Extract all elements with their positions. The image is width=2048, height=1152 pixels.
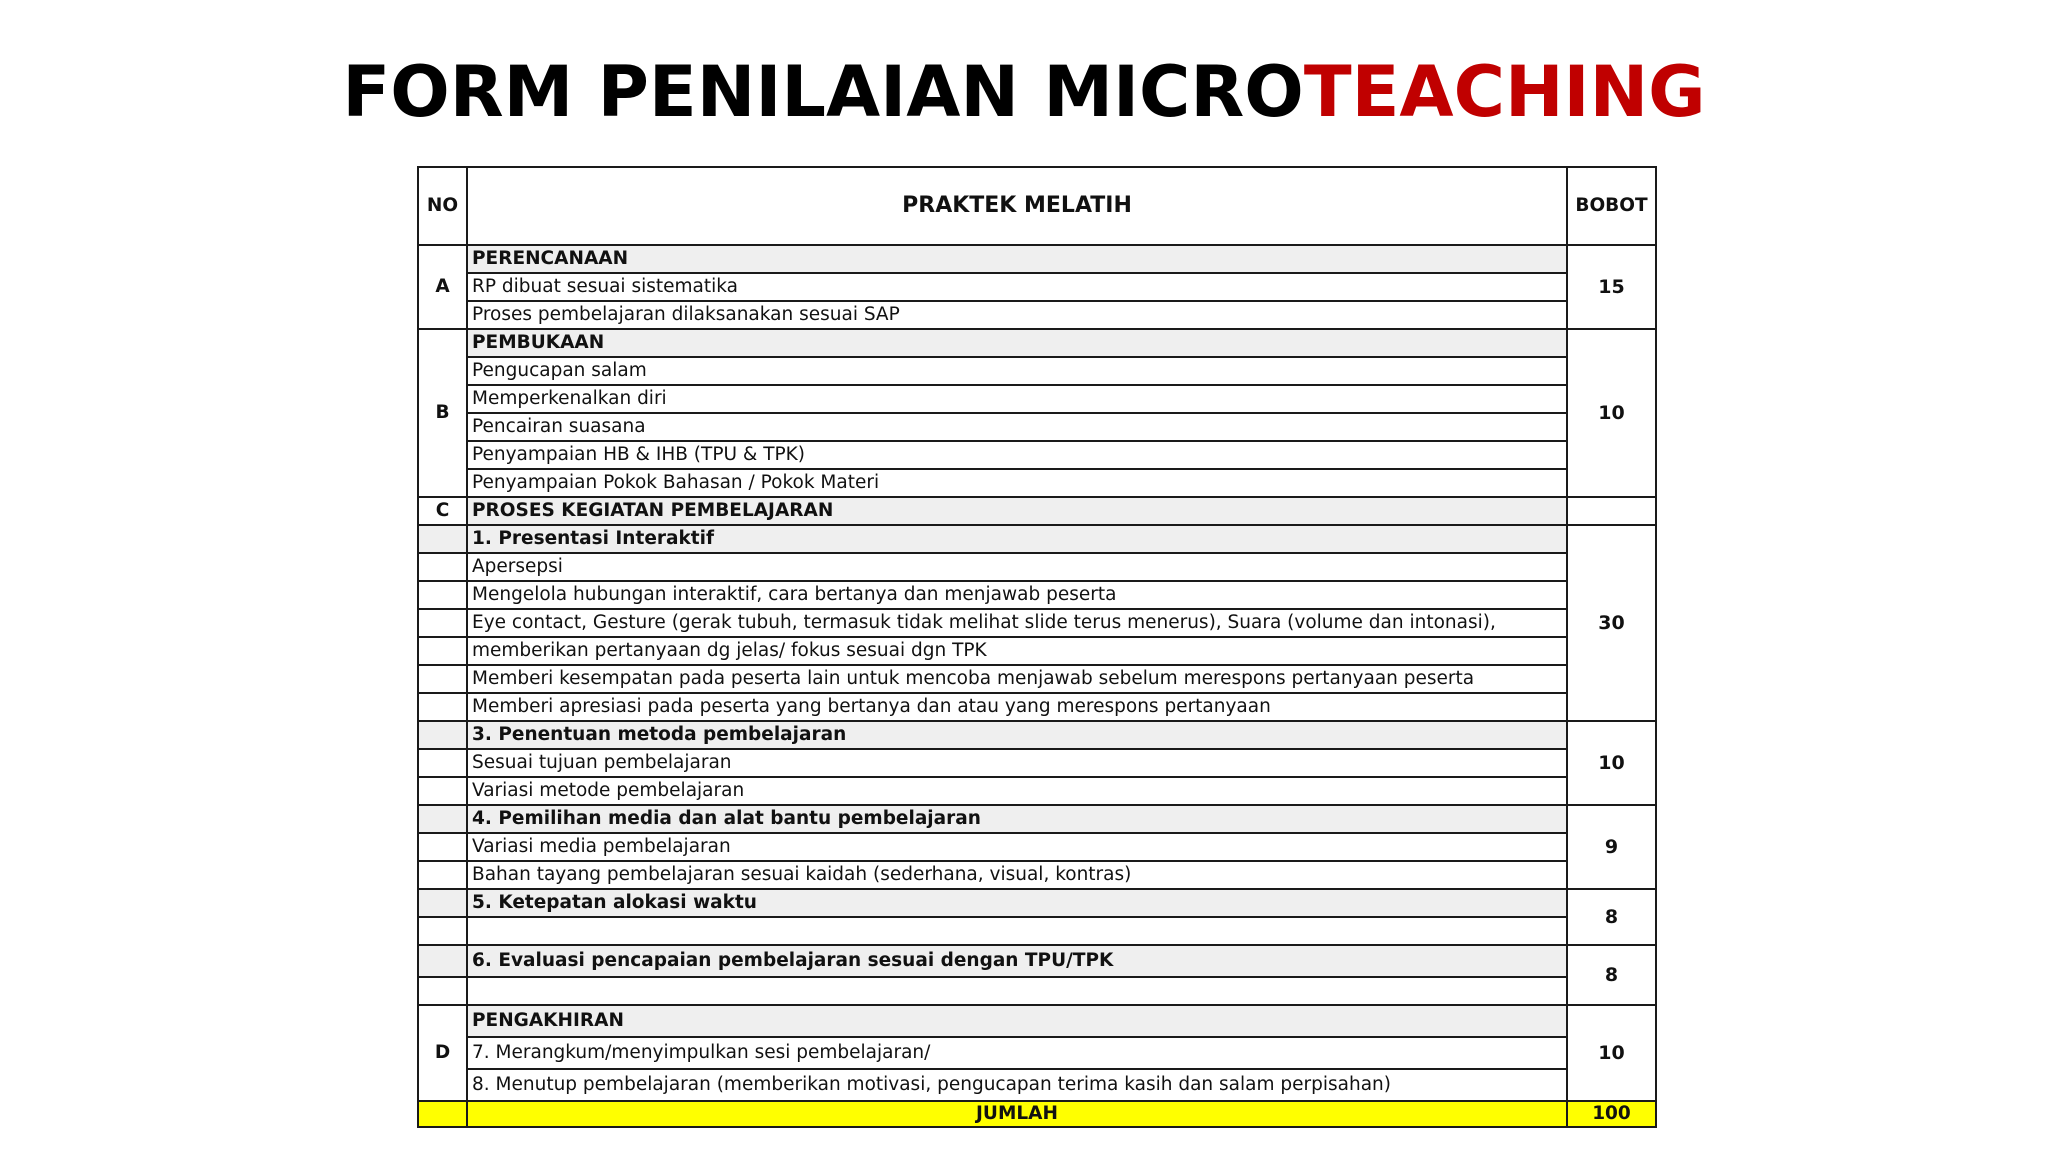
criteria-item: Pengucapan salam — [467, 357, 1567, 385]
no-empty — [418, 581, 467, 609]
criteria-item: 8. Menutup pembelajaran (memberikan motivasi, pengucapan terima kasih dan salam perpisahan) — [467, 1069, 1567, 1101]
criteria-item: Apersepsi — [467, 553, 1567, 581]
criteria-item: Memberi kesempatan pada peserta lain untuk mencoba menjawab sebelum merespons pertanyaan peserta — [467, 665, 1567, 693]
table-row — [418, 469, 1656, 497]
no-empty — [418, 665, 467, 693]
criteria-item: Penyampaian Pokok Bahasan / Pokok Materi — [467, 469, 1567, 497]
title-main: FORM PENILAIAN MICRO — [342, 51, 1304, 133]
criteria-item: Bahan tayang pembelajaran sesuai kaidah (sederhana, visual, kontras) — [467, 861, 1567, 889]
section-row-c — [418, 497, 1656, 525]
criteria-item: Memperkenalkan diri — [467, 385, 1567, 413]
criteria-item: RP dibuat sesuai sistematika — [467, 273, 1567, 301]
criteria-item: Variasi media pembelajaran — [467, 833, 1567, 861]
table-row — [418, 693, 1656, 721]
section-no-d: D — [418, 1005, 467, 1101]
page-title — [0, 48, 2048, 136]
table-row — [418, 665, 1656, 693]
bobot-sub5: 8 — [1567, 889, 1656, 945]
criteria-item: Pencairan suasana — [467, 413, 1567, 441]
total-row — [418, 1101, 1656, 1127]
table-row — [418, 413, 1656, 441]
bobot-sub4: 9 — [1567, 805, 1656, 889]
subsection-title-6: 6. Evaluasi pencapaian pembelajaran sesuai dengan TPU/TPK — [467, 945, 1567, 977]
no-empty — [418, 833, 467, 861]
total-label: JUMLAH — [467, 1101, 1567, 1127]
criteria-item: memberikan pertanyaan dg jelas/ fokus sesuai dgn TPK — [467, 637, 1567, 665]
bobot-sub6: 8 — [1567, 945, 1656, 1005]
table-row — [418, 749, 1656, 777]
section-title-c: PROSES KEGIATAN PEMBELAJARAN — [467, 497, 1567, 525]
bobot-c-empty — [1567, 497, 1656, 525]
no-empty — [418, 917, 467, 945]
criteria-empty — [467, 917, 1567, 945]
subsection-row-1 — [418, 525, 1656, 553]
header-row — [418, 167, 1656, 245]
subsection-row-4 — [418, 805, 1656, 833]
table-row — [418, 833, 1656, 861]
criteria-item: Mengelola hubungan interaktif, cara bertanya dan menjawab peserta — [467, 581, 1567, 609]
section-row-a — [418, 245, 1656, 273]
no-empty — [418, 805, 467, 833]
criteria-item: 7. Merangkum/menyimpulkan sesi pembelajaran/ — [467, 1037, 1567, 1069]
table-row — [418, 273, 1656, 301]
no-empty — [418, 889, 467, 917]
table-row — [418, 357, 1656, 385]
no-empty — [418, 609, 467, 637]
title-accent: TEACHING — [1303, 51, 1706, 133]
no-empty — [418, 637, 467, 665]
no-empty — [418, 777, 467, 805]
no-empty — [418, 861, 467, 889]
no-empty — [418, 977, 467, 1005]
subsection-row-6 — [418, 945, 1656, 977]
section-row-b — [418, 329, 1656, 357]
bobot-b: 10 — [1567, 329, 1656, 497]
table-row — [418, 553, 1656, 581]
assessment-table — [417, 166, 1657, 1128]
table-row — [418, 609, 1656, 637]
no-empty — [418, 1101, 467, 1127]
table-row — [418, 385, 1656, 413]
section-row-d — [418, 1005, 1656, 1037]
criteria-item: Proses pembelajaran dilaksanakan sesuai SAP — [467, 301, 1567, 329]
criteria-empty — [467, 977, 1567, 1005]
table-row — [418, 1069, 1656, 1101]
section-title-a: PERENCANAAN — [467, 245, 1567, 273]
table-row — [418, 637, 1656, 665]
subsection-title-5: 5. Ketepatan alokasi waktu — [467, 889, 1567, 917]
table-row — [418, 777, 1656, 805]
bobot-d: 10 — [1567, 1005, 1656, 1101]
section-no-a: A — [418, 245, 467, 329]
table-row — [418, 917, 1656, 945]
bobot-sub3: 10 — [1567, 721, 1656, 805]
table-row — [418, 977, 1656, 1005]
criteria-item: Penyampaian HB & IHB (TPU & TPK) — [467, 441, 1567, 469]
section-title-d: PENGAKHIRAN — [467, 1005, 1567, 1037]
section-no-c: C — [418, 497, 467, 525]
table-row — [418, 861, 1656, 889]
section-no-b: B — [418, 329, 467, 497]
bobot-sub1: 30 — [1567, 525, 1656, 721]
criteria-item: Memberi apresiasi pada peserta yang bertanya dan atau yang merespons pertanyaan — [467, 693, 1567, 721]
no-empty — [418, 749, 467, 777]
no-empty — [418, 553, 467, 581]
subsection-title-3: 3. Penentuan metoda pembelajaran — [467, 721, 1567, 749]
table-row — [418, 1037, 1656, 1069]
criteria-item: Sesuai tujuan pembelajaran — [467, 749, 1567, 777]
criteria-item: Eye contact, Gesture (gerak tubuh, termasuk tidak melihat slide terus menerus), Suara (volume dan intonasi), — [467, 609, 1567, 637]
table-row — [418, 441, 1656, 469]
total-value: 100 — [1567, 1101, 1656, 1127]
table-row — [418, 581, 1656, 609]
no-empty — [418, 721, 467, 749]
section-title-b: PEMBUKAAN — [467, 329, 1567, 357]
subsection-row-5 — [418, 889, 1656, 917]
criteria-item: Variasi metode pembelajaran — [467, 777, 1567, 805]
subsection-title-4: 4. Pemilihan media dan alat bantu pembelajaran — [467, 805, 1567, 833]
subsection-title-1: 1. Presentasi Interaktif — [467, 525, 1567, 553]
header-praktek: PRAKTEK MELATIH — [467, 167, 1567, 245]
table-row — [418, 301, 1656, 329]
no-empty — [418, 525, 467, 553]
subsection-row-3 — [418, 721, 1656, 749]
no-empty — [418, 945, 467, 977]
bobot-a: 15 — [1567, 245, 1656, 329]
no-empty — [418, 693, 467, 721]
header-bobot: BOBOT — [1567, 167, 1656, 245]
header-no: NO — [418, 167, 467, 245]
